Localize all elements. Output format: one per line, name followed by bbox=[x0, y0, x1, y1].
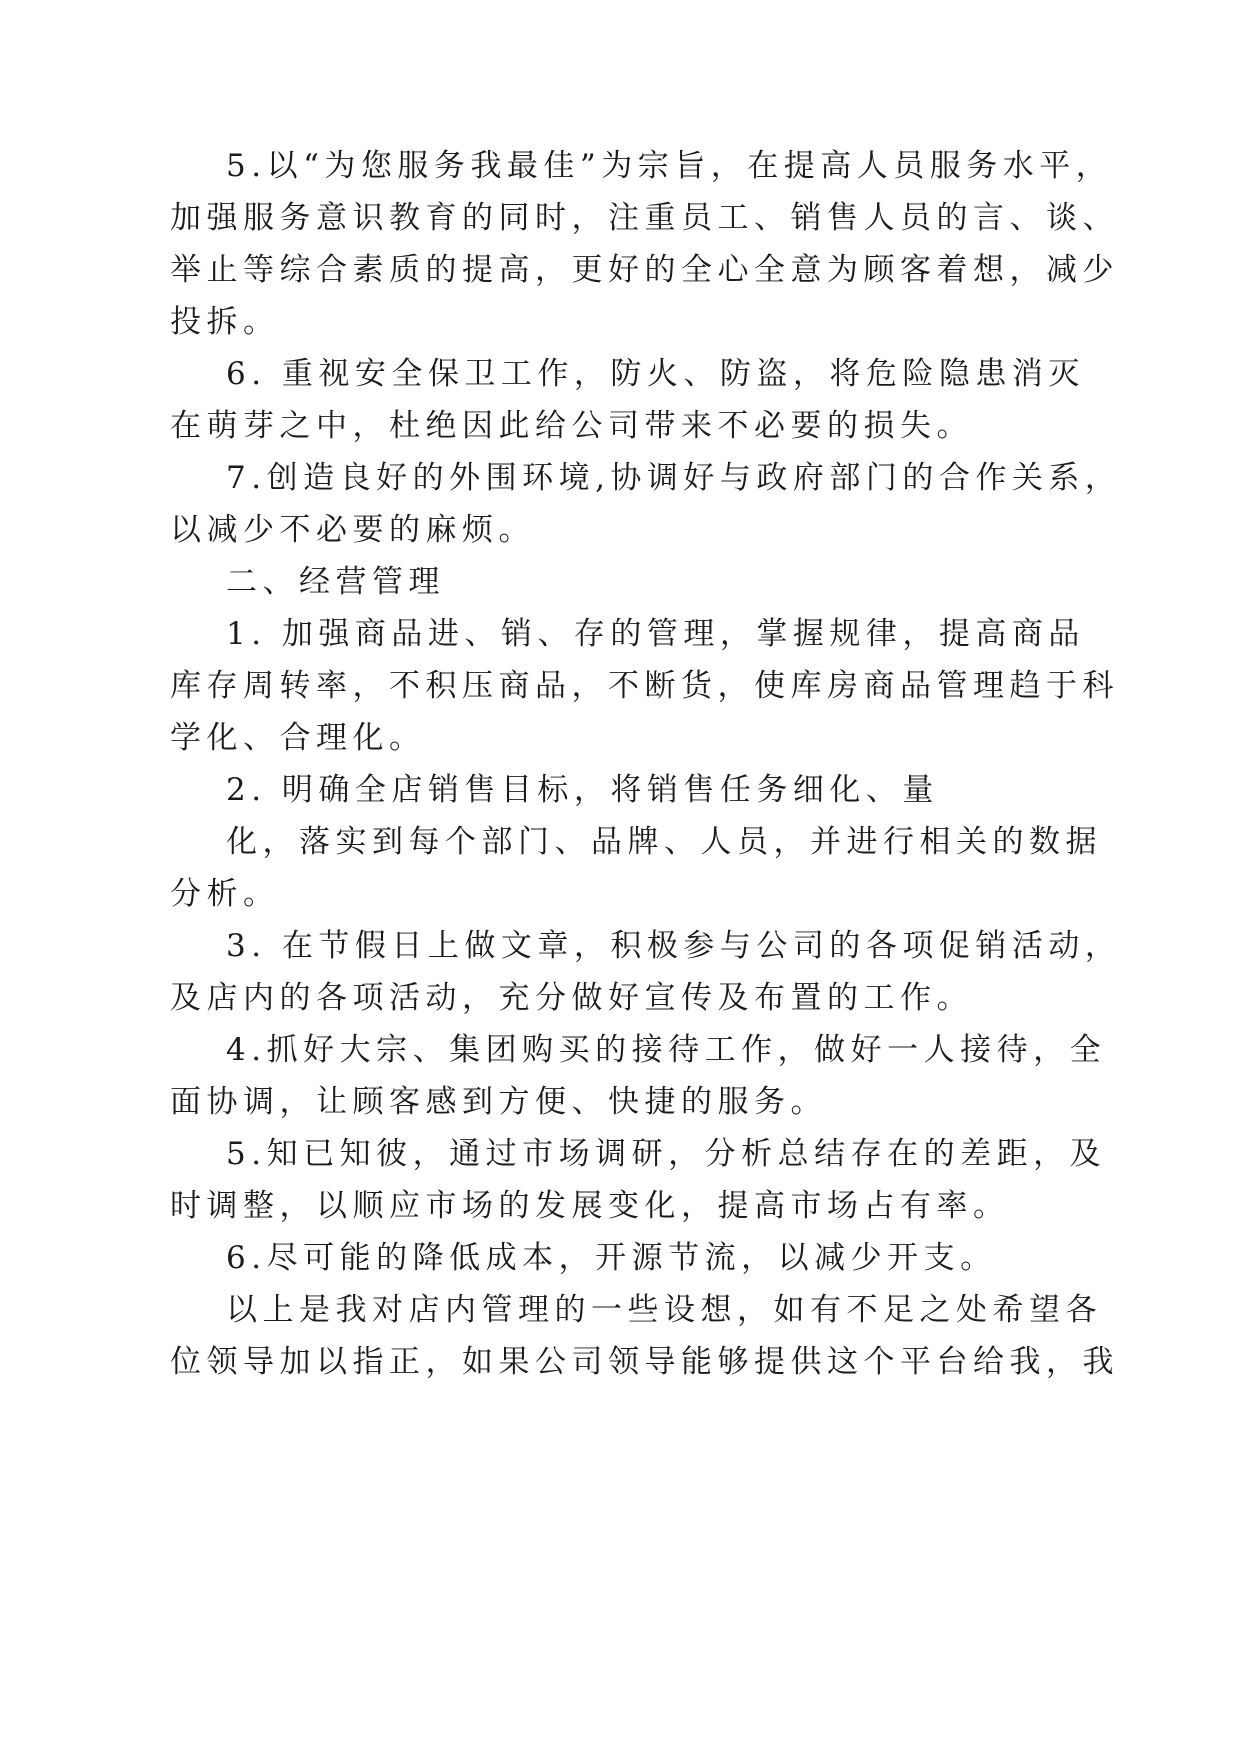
text-line: 位领导加以指正，如果公司领导能够提供这个平台给我，我 bbox=[170, 1344, 1119, 1380]
text-line: 5.知已知彼，通过市场调研，分析总结存在的差距，及 bbox=[226, 1136, 1107, 1172]
text-line: 化，落实到每个部门、品牌、人员，并进行相关的数据 bbox=[226, 824, 1102, 860]
text-line: 举止等综合素质的提高，更好的全心全意为顾客着想，减少 bbox=[170, 252, 1119, 288]
text-line: 面协调，让顾客感到方便、快捷的服务。 bbox=[170, 1084, 827, 1120]
text-line: 以减少不必要的麻烦。 bbox=[170, 512, 535, 548]
text-line: 以上是我对店内管理的一些设想，如有不足之处希望各 bbox=[226, 1292, 1102, 1328]
text-line: 6.尽可能的降低成本，开源节流，以减少开支。 bbox=[226, 1240, 997, 1276]
section-heading: 二、经营管理 bbox=[226, 564, 445, 600]
text-line: 7.创造良好的外围环境,协调好与政府部门的合作关系， bbox=[226, 460, 1122, 496]
text-line: 5.以“为您服务我最佳”为宗旨，在提高人员服务水平， bbox=[226, 148, 1113, 184]
text-line: 2. 明确全店销售目标，将销售任务细化、量 bbox=[226, 772, 939, 808]
text-line: 分析。 bbox=[170, 876, 280, 912]
text-line: 投拆。 bbox=[170, 304, 280, 340]
text-line: 学化、合理化。 bbox=[170, 720, 426, 756]
text-line: 及店内的各项活动，充分做好宣传及布置的工作。 bbox=[170, 980, 973, 1016]
text-line: 3. 在节假日上做文章，积极参与公司的各项促销活动， bbox=[226, 928, 1122, 964]
text-line: 加强服务意识教育的同时，注重员工、销售人员的言、谈、 bbox=[170, 200, 1119, 236]
text-line: 1. 加强商品进、销、存的管理，掌握规律，提高商品 bbox=[226, 616, 1085, 652]
text-line: 4.抓好大宗、集团购买的接待工作，做好一人接待，全 bbox=[226, 1032, 1107, 1068]
text-line: 在萌芽之中，杜绝因此给公司带来不必要的损失。 bbox=[170, 408, 973, 444]
text-line: 6. 重视安全保卫工作，防火、防盗，将危险隐患消灭 bbox=[226, 356, 1085, 392]
text-line: 库存周转率，不积压商品，不断货，使库房商品管理趋于科 bbox=[170, 668, 1119, 704]
text-line: 时调整，以顺应市场的发展变化，提高市场占有率。 bbox=[170, 1188, 1010, 1224]
